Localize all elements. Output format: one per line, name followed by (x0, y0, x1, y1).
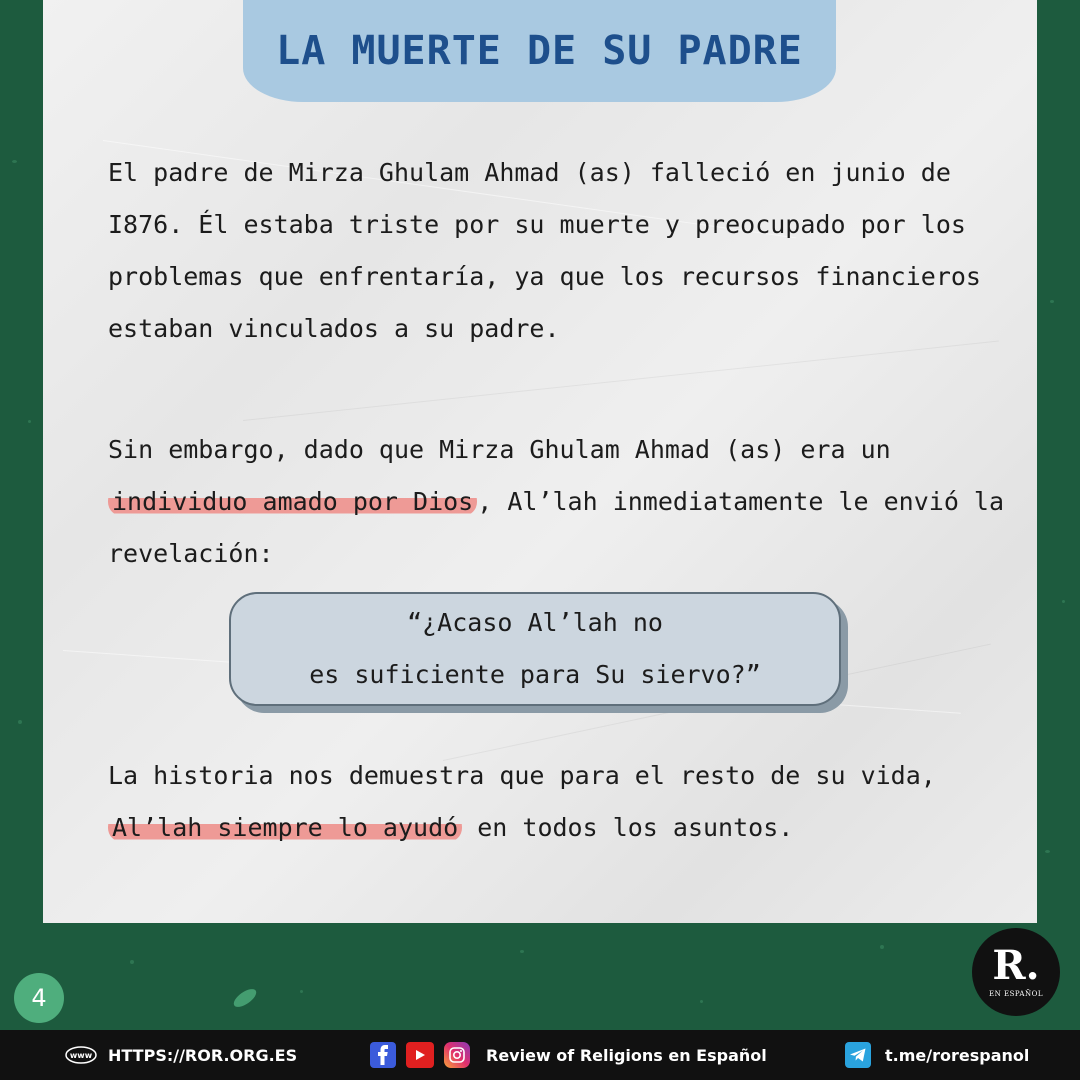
paragraph-text: Sin embargo, dado que Mirza Ghulam Ahmad (as) era un (108, 435, 891, 464)
logo-letter: R. (992, 942, 1040, 989)
bg-speck (1062, 600, 1065, 603)
facebook-icon[interactable] (370, 1042, 396, 1068)
svg-text:www: www (69, 1051, 93, 1060)
bg-speck (1045, 850, 1050, 853)
bg-speck (18, 720, 22, 724)
instagram-icon[interactable] (444, 1042, 470, 1068)
page-title: LA MUERTE DE SU PADRE (276, 28, 803, 74)
footer-telegram[interactable] (845, 1030, 1029, 1080)
globe-icon (64, 1045, 98, 1065)
bg-speck (300, 990, 303, 993)
revelation-quote-box (229, 592, 841, 706)
bg-speck (12, 160, 17, 163)
paragraph-text: , Al’lah inmediatamente le envió la revelación: (108, 487, 1005, 568)
title-banner (243, 0, 836, 102)
bg-speck (880, 945, 884, 949)
page-number-badge: 4 (14, 973, 64, 1023)
review-of-religions-logo (972, 928, 1060, 1016)
youtube-icon[interactable] (406, 1042, 434, 1068)
telegram-icon (845, 1042, 871, 1068)
telegram-link[interactable]: t.me/rorespanol (885, 1045, 1030, 1065)
logo-subtitle: EN ESPAÑOL (989, 990, 1043, 998)
footer-social (370, 1030, 767, 1080)
highlighted-phrase: individuo amado por Dios (108, 487, 477, 516)
bg-speck (520, 950, 524, 953)
leaf-speck (231, 986, 259, 1011)
paragraph-revelation-intro (108, 424, 1008, 580)
bg-speck (130, 960, 134, 964)
paragraph-conclusion (108, 750, 1008, 854)
quote-line: “¿Acaso Al’lah no (407, 608, 663, 637)
bg-speck (1050, 300, 1054, 303)
bg-speck (28, 420, 31, 423)
highlighted-phrase: Al’lah siempre lo ayudó (108, 813, 462, 842)
quote-line: es suficiente para Su siervo?” (309, 660, 761, 689)
bg-speck (700, 1000, 703, 1003)
social-label[interactable]: Review of Religions en Español (486, 1045, 767, 1065)
website-link[interactable]: HTTPS://ROR.ORG.ES (108, 1045, 298, 1065)
paragraph-text: La historia nos demuestra que para el resto de su vida, (108, 761, 936, 790)
footer-website[interactable] (64, 1030, 297, 1080)
paragraph-text: en todos los asuntos. (462, 813, 794, 842)
paragraph-father-death: El padre de Mirza Ghulam Ahmad (as) falleció en junio de I876. Él estaba triste por su muerte y preocupado por los problemas que enfrentaría, ya que los recursos financieros estaban vinculados a su padre. (108, 158, 981, 343)
footer-bar (0, 1030, 1080, 1080)
